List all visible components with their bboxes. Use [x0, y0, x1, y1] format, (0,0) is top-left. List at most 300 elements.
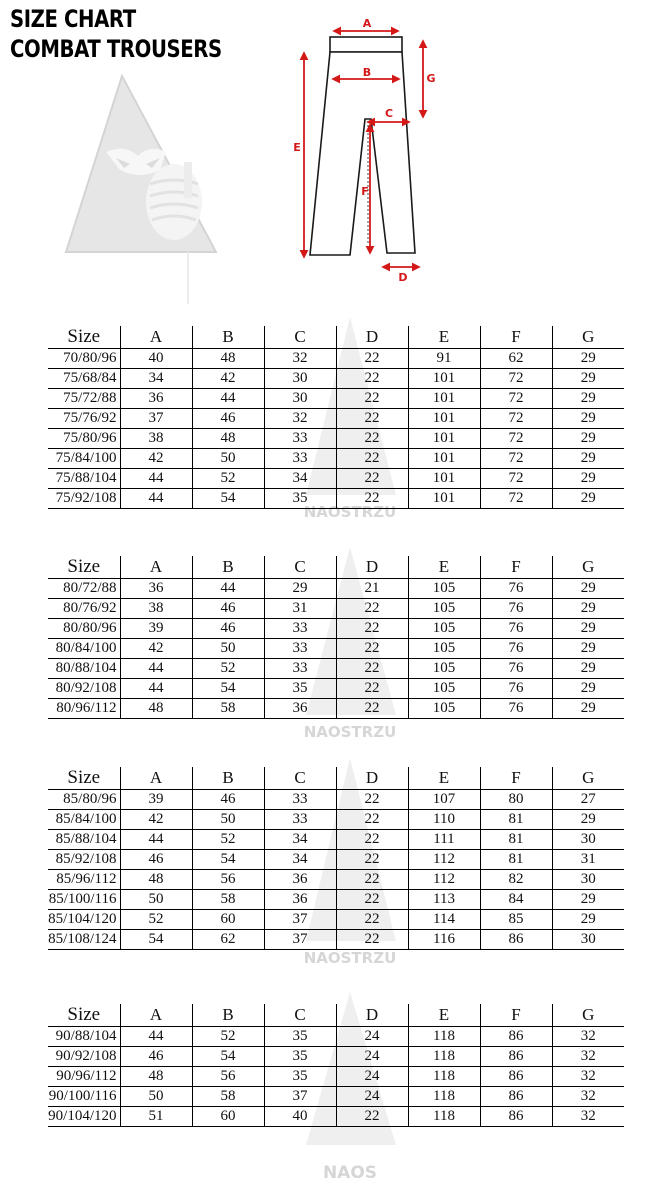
- size-table: [48, 326, 624, 509]
- measurement-cell: 29: [552, 469, 624, 489]
- size-cell: 80/88/104: [48, 659, 120, 679]
- measurement-cell: 21: [336, 579, 408, 599]
- size-cell: 70/80/96: [48, 349, 120, 369]
- measurement-cell: 33: [264, 810, 336, 830]
- measurement-cell: 46: [120, 1047, 192, 1067]
- watermark-text: NAOSTRZU: [303, 723, 397, 741]
- table-header-row: [48, 767, 624, 790]
- measurement-cell: 50: [192, 810, 264, 830]
- size-cell: 75/72/88: [48, 389, 120, 409]
- measurement-cell: 116: [408, 930, 480, 950]
- measurement-cell: 22: [336, 870, 408, 890]
- measurement-cell: 101: [408, 489, 480, 509]
- measurement-cell: 22: [336, 389, 408, 409]
- measurement-cell: 48: [120, 1067, 192, 1087]
- table-row: [48, 699, 624, 719]
- measurement-cell: 29: [552, 489, 624, 509]
- measurement-cell: 32: [264, 409, 336, 429]
- measurement-cell: 27: [552, 790, 624, 810]
- measurement-cell: 37: [120, 409, 192, 429]
- measurement-cell: 52: [192, 830, 264, 850]
- size-cell: 80/80/96: [48, 619, 120, 639]
- table-row: [48, 1047, 624, 1067]
- size-cell: 80/84/100: [48, 639, 120, 659]
- measurement-cell: 101: [408, 389, 480, 409]
- measurement-cell: 29: [552, 639, 624, 659]
- table-row: [48, 930, 624, 950]
- table-row: [48, 489, 624, 509]
- measurement-cell: 32: [552, 1047, 624, 1067]
- header-cell: A: [120, 326, 192, 349]
- measurement-cell: 86: [480, 1107, 552, 1127]
- label-e: E: [293, 141, 301, 154]
- measurement-cell: 29: [552, 679, 624, 699]
- table-row: [48, 349, 624, 369]
- measurement-cell: 40: [264, 1107, 336, 1127]
- measurement-cell: 44: [120, 1027, 192, 1047]
- header-cell: B: [192, 767, 264, 790]
- measurement-cell: 76: [480, 699, 552, 719]
- measurement-cell: 91: [408, 349, 480, 369]
- measurement-cell: 22: [336, 659, 408, 679]
- size-cell: 75/88/104: [48, 469, 120, 489]
- watermark-text: NAOSTRZU: [303, 949, 397, 967]
- header-cell: D: [336, 556, 408, 579]
- measurement-cell: 118: [408, 1107, 480, 1127]
- header-cell: C: [264, 556, 336, 579]
- measurement-cell: 22: [336, 679, 408, 699]
- measurement-cell: 22: [336, 619, 408, 639]
- measurement-cell: 72: [480, 369, 552, 389]
- table-row: [48, 619, 624, 639]
- measurement-cell: 38: [120, 429, 192, 449]
- measurement-cell: 36: [264, 890, 336, 910]
- measurement-cell: 24: [336, 1087, 408, 1107]
- measurement-cell: 29: [552, 810, 624, 830]
- header-cell: Size: [48, 1004, 120, 1027]
- size-cell: 85/100/116: [48, 890, 120, 910]
- measurement-cell: 72: [480, 389, 552, 409]
- size-cell: 85/96/112: [48, 870, 120, 890]
- header-cell: B: [192, 1004, 264, 1027]
- size-cell: 75/80/96: [48, 429, 120, 449]
- measurement-cell: 44: [120, 469, 192, 489]
- measurement-cell: 54: [192, 679, 264, 699]
- measurement-cell: 31: [552, 850, 624, 870]
- table-row: [48, 579, 624, 599]
- measurement-cell: 22: [336, 930, 408, 950]
- measurement-cell: 101: [408, 369, 480, 389]
- measurement-cell: 36: [120, 389, 192, 409]
- measurement-cell: 39: [120, 619, 192, 639]
- measurement-cell: 72: [480, 449, 552, 469]
- measurement-cell: 48: [192, 349, 264, 369]
- size-cell: 75/68/84: [48, 369, 120, 389]
- measurement-cell: 22: [336, 790, 408, 810]
- table-row: [48, 449, 624, 469]
- header-cell: D: [336, 767, 408, 790]
- size-cell: 90/104/120: [48, 1107, 120, 1127]
- measurement-cell: 101: [408, 429, 480, 449]
- size-cell: 80/76/92: [48, 599, 120, 619]
- measurement-cell: 40: [120, 349, 192, 369]
- measurement-cell: 72: [480, 489, 552, 509]
- size-table: [48, 556, 624, 719]
- measurement-cell: 50: [120, 890, 192, 910]
- label-d: D: [398, 271, 408, 284]
- measurement-cell: 82: [480, 870, 552, 890]
- measurement-cell: 22: [336, 469, 408, 489]
- measurement-cell: 36: [264, 870, 336, 890]
- measurement-cell: 37: [264, 1087, 336, 1107]
- measurement-cell: 30: [264, 389, 336, 409]
- table-row: [48, 1107, 624, 1127]
- measurement-cell: 32: [264, 349, 336, 369]
- table-row: [48, 1027, 624, 1047]
- measurement-cell: 34: [264, 469, 336, 489]
- measurement-cell: 54: [192, 850, 264, 870]
- measurement-cell: 86: [480, 1087, 552, 1107]
- table-row: [48, 1067, 624, 1087]
- measurement-cell: 112: [408, 850, 480, 870]
- size-cell: 80/96/112: [48, 699, 120, 719]
- table-row: [48, 790, 624, 810]
- brand-logo-icon: [64, 72, 224, 307]
- label-c: C: [384, 107, 394, 120]
- measurement-cell: 105: [408, 639, 480, 659]
- header-cell: A: [120, 556, 192, 579]
- table-row: [48, 850, 624, 870]
- measurement-cell: 29: [552, 349, 624, 369]
- measurement-cell: 33: [264, 790, 336, 810]
- measurement-cell: 118: [408, 1087, 480, 1107]
- measurement-cell: 56: [192, 1067, 264, 1087]
- measurement-cell: 29: [552, 599, 624, 619]
- measurement-cell: 48: [120, 870, 192, 890]
- measurement-cell: 22: [336, 910, 408, 930]
- label-f: F: [361, 185, 369, 198]
- measurement-cell: 60: [192, 1107, 264, 1127]
- measurement-cell: 46: [192, 619, 264, 639]
- table-row: [48, 409, 624, 429]
- table-row: [48, 639, 624, 659]
- size-table: [48, 767, 624, 950]
- measurement-cell: 76: [480, 639, 552, 659]
- header-cell: B: [192, 326, 264, 349]
- measurement-cell: 56: [192, 870, 264, 890]
- measurement-cell: 37: [264, 910, 336, 930]
- measurement-cell: 58: [192, 699, 264, 719]
- table-header-row: [48, 1004, 624, 1027]
- header-cell: D: [336, 1004, 408, 1027]
- size-cell: 90/96/112: [48, 1067, 120, 1087]
- measurement-cell: 39: [120, 790, 192, 810]
- measurement-cell: 32: [552, 1087, 624, 1107]
- measurement-cell: 29: [552, 910, 624, 930]
- header-cell: E: [408, 326, 480, 349]
- measurement-cell: 22: [336, 369, 408, 389]
- measurement-cell: 30: [264, 369, 336, 389]
- measurement-cell: 54: [120, 930, 192, 950]
- measurement-cell: 44: [120, 659, 192, 679]
- measurement-cell: 62: [192, 930, 264, 950]
- measurement-cell: 60: [192, 910, 264, 930]
- measurement-cell: 118: [408, 1047, 480, 1067]
- size-cell: 80/72/88: [48, 579, 120, 599]
- measurement-cell: 84: [480, 890, 552, 910]
- measurement-cell: 22: [336, 850, 408, 870]
- measurement-cell: 42: [120, 639, 192, 659]
- header-cell: Size: [48, 326, 120, 349]
- table-row: [48, 679, 624, 699]
- measurement-cell: 29: [552, 429, 624, 449]
- measurement-cell: 36: [120, 579, 192, 599]
- measurement-cell: 33: [264, 659, 336, 679]
- measurement-cell: 30: [552, 870, 624, 890]
- measurement-cell: 72: [480, 469, 552, 489]
- measurement-cell: 54: [192, 1047, 264, 1067]
- header-cell: A: [120, 1004, 192, 1027]
- measurement-cell: 42: [192, 369, 264, 389]
- measurement-cell: 29: [552, 449, 624, 469]
- measurement-cell: 34: [264, 850, 336, 870]
- header-cell: A: [120, 767, 192, 790]
- measurement-cell: 111: [408, 830, 480, 850]
- measurement-cell: 76: [480, 679, 552, 699]
- size-cell: 90/100/116: [48, 1087, 120, 1107]
- size-cell: 75/92/108: [48, 489, 120, 509]
- measurement-cell: 81: [480, 810, 552, 830]
- measurement-cell: 48: [120, 699, 192, 719]
- measurement-cell: 58: [192, 1087, 264, 1107]
- watermark-text: NAOSTRZU: [303, 503, 397, 521]
- measurement-cell: 105: [408, 699, 480, 719]
- measurement-cell: 29: [552, 619, 624, 639]
- measurement-cell: 29: [552, 699, 624, 719]
- header-cell: F: [480, 767, 552, 790]
- header-cell: G: [552, 1004, 624, 1027]
- measurement-cell: 85: [480, 910, 552, 930]
- measurement-cell: 44: [120, 679, 192, 699]
- measurement-cell: 33: [264, 449, 336, 469]
- size-cell: 85/108/124: [48, 930, 120, 950]
- measurement-cell: 44: [120, 830, 192, 850]
- table-row: [48, 369, 624, 389]
- measurement-cell: 29: [552, 579, 624, 599]
- table-header-row: [48, 326, 624, 349]
- measurement-cell: 80: [480, 790, 552, 810]
- measurement-cell: 107: [408, 790, 480, 810]
- measurement-cell: 114: [408, 910, 480, 930]
- measurement-cell: 86: [480, 1067, 552, 1087]
- measurement-cell: 54: [192, 489, 264, 509]
- measurement-cell: 86: [480, 1047, 552, 1067]
- measurement-cell: 33: [264, 429, 336, 449]
- header-cell: C: [264, 326, 336, 349]
- header-cell: F: [480, 556, 552, 579]
- measurement-cell: 44: [192, 579, 264, 599]
- measurement-cell: 101: [408, 469, 480, 489]
- measurement-cell: 52: [120, 910, 192, 930]
- measurement-cell: 38: [120, 599, 192, 619]
- measurement-cell: 33: [264, 639, 336, 659]
- table-header-row: [48, 556, 624, 579]
- table-row: [48, 469, 624, 489]
- measurement-cell: 101: [408, 409, 480, 429]
- measurement-cell: 30: [552, 830, 624, 850]
- measurement-cell: 29: [552, 890, 624, 910]
- measurement-cell: 34: [120, 369, 192, 389]
- measurement-cell: 52: [192, 659, 264, 679]
- measurement-cell: 42: [120, 449, 192, 469]
- measurement-cell: 48: [192, 429, 264, 449]
- measurement-cell: 24: [336, 1047, 408, 1067]
- label-a: A: [362, 17, 372, 30]
- measurement-cell: 105: [408, 619, 480, 639]
- measurement-cell: 113: [408, 890, 480, 910]
- measurement-cell: 105: [408, 659, 480, 679]
- measurement-cell: 62: [480, 349, 552, 369]
- measurement-cell: 22: [336, 830, 408, 850]
- measurement-cell: 35: [264, 679, 336, 699]
- measurement-cell: 105: [408, 579, 480, 599]
- label-b: B: [362, 66, 372, 79]
- measurement-cell: 72: [480, 429, 552, 449]
- header-cell: E: [408, 556, 480, 579]
- measurement-cell: 29: [552, 409, 624, 429]
- measurement-cell: 22: [336, 699, 408, 719]
- measurement-cell: 22: [336, 349, 408, 369]
- measurement-cell: 35: [264, 489, 336, 509]
- measurement-cell: 22: [336, 810, 408, 830]
- size-cell: 85/104/120: [48, 910, 120, 930]
- measurement-cell: 52: [192, 1027, 264, 1047]
- measurement-cell: 81: [480, 850, 552, 870]
- measurement-cell: 118: [408, 1027, 480, 1047]
- measurement-cell: 112: [408, 870, 480, 890]
- table-row: [48, 599, 624, 619]
- size-cell: 80/92/108: [48, 679, 120, 699]
- measurement-cell: 35: [264, 1027, 336, 1047]
- table-row: [48, 1087, 624, 1107]
- measurement-cell: 72: [480, 409, 552, 429]
- measurement-cell: 22: [336, 449, 408, 469]
- table-row: [48, 389, 624, 409]
- measurement-cell: 50: [192, 449, 264, 469]
- measurement-cell: 35: [264, 1067, 336, 1087]
- table-row: [48, 910, 624, 930]
- measurement-cell: 105: [408, 599, 480, 619]
- measurement-cell: 51: [120, 1107, 192, 1127]
- title-line-1: SIZE CHART: [10, 5, 136, 33]
- measurement-cell: 101: [408, 449, 480, 469]
- measurement-cell: 46: [192, 599, 264, 619]
- measurement-cell: 110: [408, 810, 480, 830]
- header-cell: D: [336, 326, 408, 349]
- measurement-cell: 44: [120, 489, 192, 509]
- size-table: [48, 1004, 624, 1127]
- measurement-cell: 36: [264, 699, 336, 719]
- label-g: G: [426, 72, 436, 85]
- measurement-cell: 37: [264, 930, 336, 950]
- header-cell: Size: [48, 556, 120, 579]
- header-cell: G: [552, 326, 624, 349]
- measurement-cell: 86: [480, 1027, 552, 1047]
- measurement-cell: 22: [336, 639, 408, 659]
- measurement-cell: 35: [264, 1047, 336, 1067]
- size-cell: 75/84/100: [48, 449, 120, 469]
- measurement-cell: 31: [264, 599, 336, 619]
- measurement-cell: 76: [480, 659, 552, 679]
- measurement-cell: 50: [120, 1087, 192, 1107]
- header-cell: G: [552, 556, 624, 579]
- measurement-cell: 81: [480, 830, 552, 850]
- measurement-cell: 22: [336, 1107, 408, 1127]
- table-row: [48, 810, 624, 830]
- header-cell: G: [552, 767, 624, 790]
- measurement-cell: 22: [336, 429, 408, 449]
- header-cell: C: [264, 1004, 336, 1027]
- header-cell: C: [264, 767, 336, 790]
- header-cell: F: [480, 326, 552, 349]
- measurement-cell: 22: [336, 890, 408, 910]
- measurement-cell: 29: [552, 389, 624, 409]
- size-cell: 90/92/108: [48, 1047, 120, 1067]
- measurement-cell: 33: [264, 619, 336, 639]
- measurement-cell: 50: [192, 639, 264, 659]
- measurement-cell: 76: [480, 599, 552, 619]
- measurement-cell: 32: [552, 1107, 624, 1127]
- measurement-cell: 22: [336, 489, 408, 509]
- measurement-cell: 32: [552, 1027, 624, 1047]
- measurement-cell: 34: [264, 830, 336, 850]
- size-cell: 75/76/92: [48, 409, 120, 429]
- table-row: [48, 429, 624, 449]
- measurement-cell: 58: [192, 890, 264, 910]
- table-row: [48, 890, 624, 910]
- measurement-cell: 42: [120, 810, 192, 830]
- header-cell: Size: [48, 767, 120, 790]
- measurement-cell: 29: [552, 659, 624, 679]
- size-cell: 90/88/104: [48, 1027, 120, 1047]
- measurement-cell: 29: [264, 579, 336, 599]
- measurement-cell: 24: [336, 1027, 408, 1047]
- measurement-cell: 86: [480, 930, 552, 950]
- header-cell: E: [408, 767, 480, 790]
- header-cell: B: [192, 556, 264, 579]
- measurement-cell: 32: [552, 1067, 624, 1087]
- table-row: [48, 830, 624, 850]
- measurement-cell: 118: [408, 1067, 480, 1087]
- measurement-cell: 46: [120, 850, 192, 870]
- measurement-cell: 76: [480, 619, 552, 639]
- header-cell: F: [480, 1004, 552, 1027]
- measurement-cell: 24: [336, 1067, 408, 1087]
- size-cell: 85/88/104: [48, 830, 120, 850]
- measurement-cell: 76: [480, 579, 552, 599]
- measurement-cell: 22: [336, 599, 408, 619]
- measurement-cell: 105: [408, 679, 480, 699]
- measurement-cell: 52: [192, 469, 264, 489]
- table-row: [48, 659, 624, 679]
- measurement-cell: 30: [552, 930, 624, 950]
- measurement-cell: 46: [192, 409, 264, 429]
- trousers-diagram: [285, 15, 455, 285]
- header-cell: E: [408, 1004, 480, 1027]
- measurement-cell: 46: [192, 790, 264, 810]
- watermark-text: NAOS: [322, 1163, 378, 1183]
- measurement-cell: 44: [192, 389, 264, 409]
